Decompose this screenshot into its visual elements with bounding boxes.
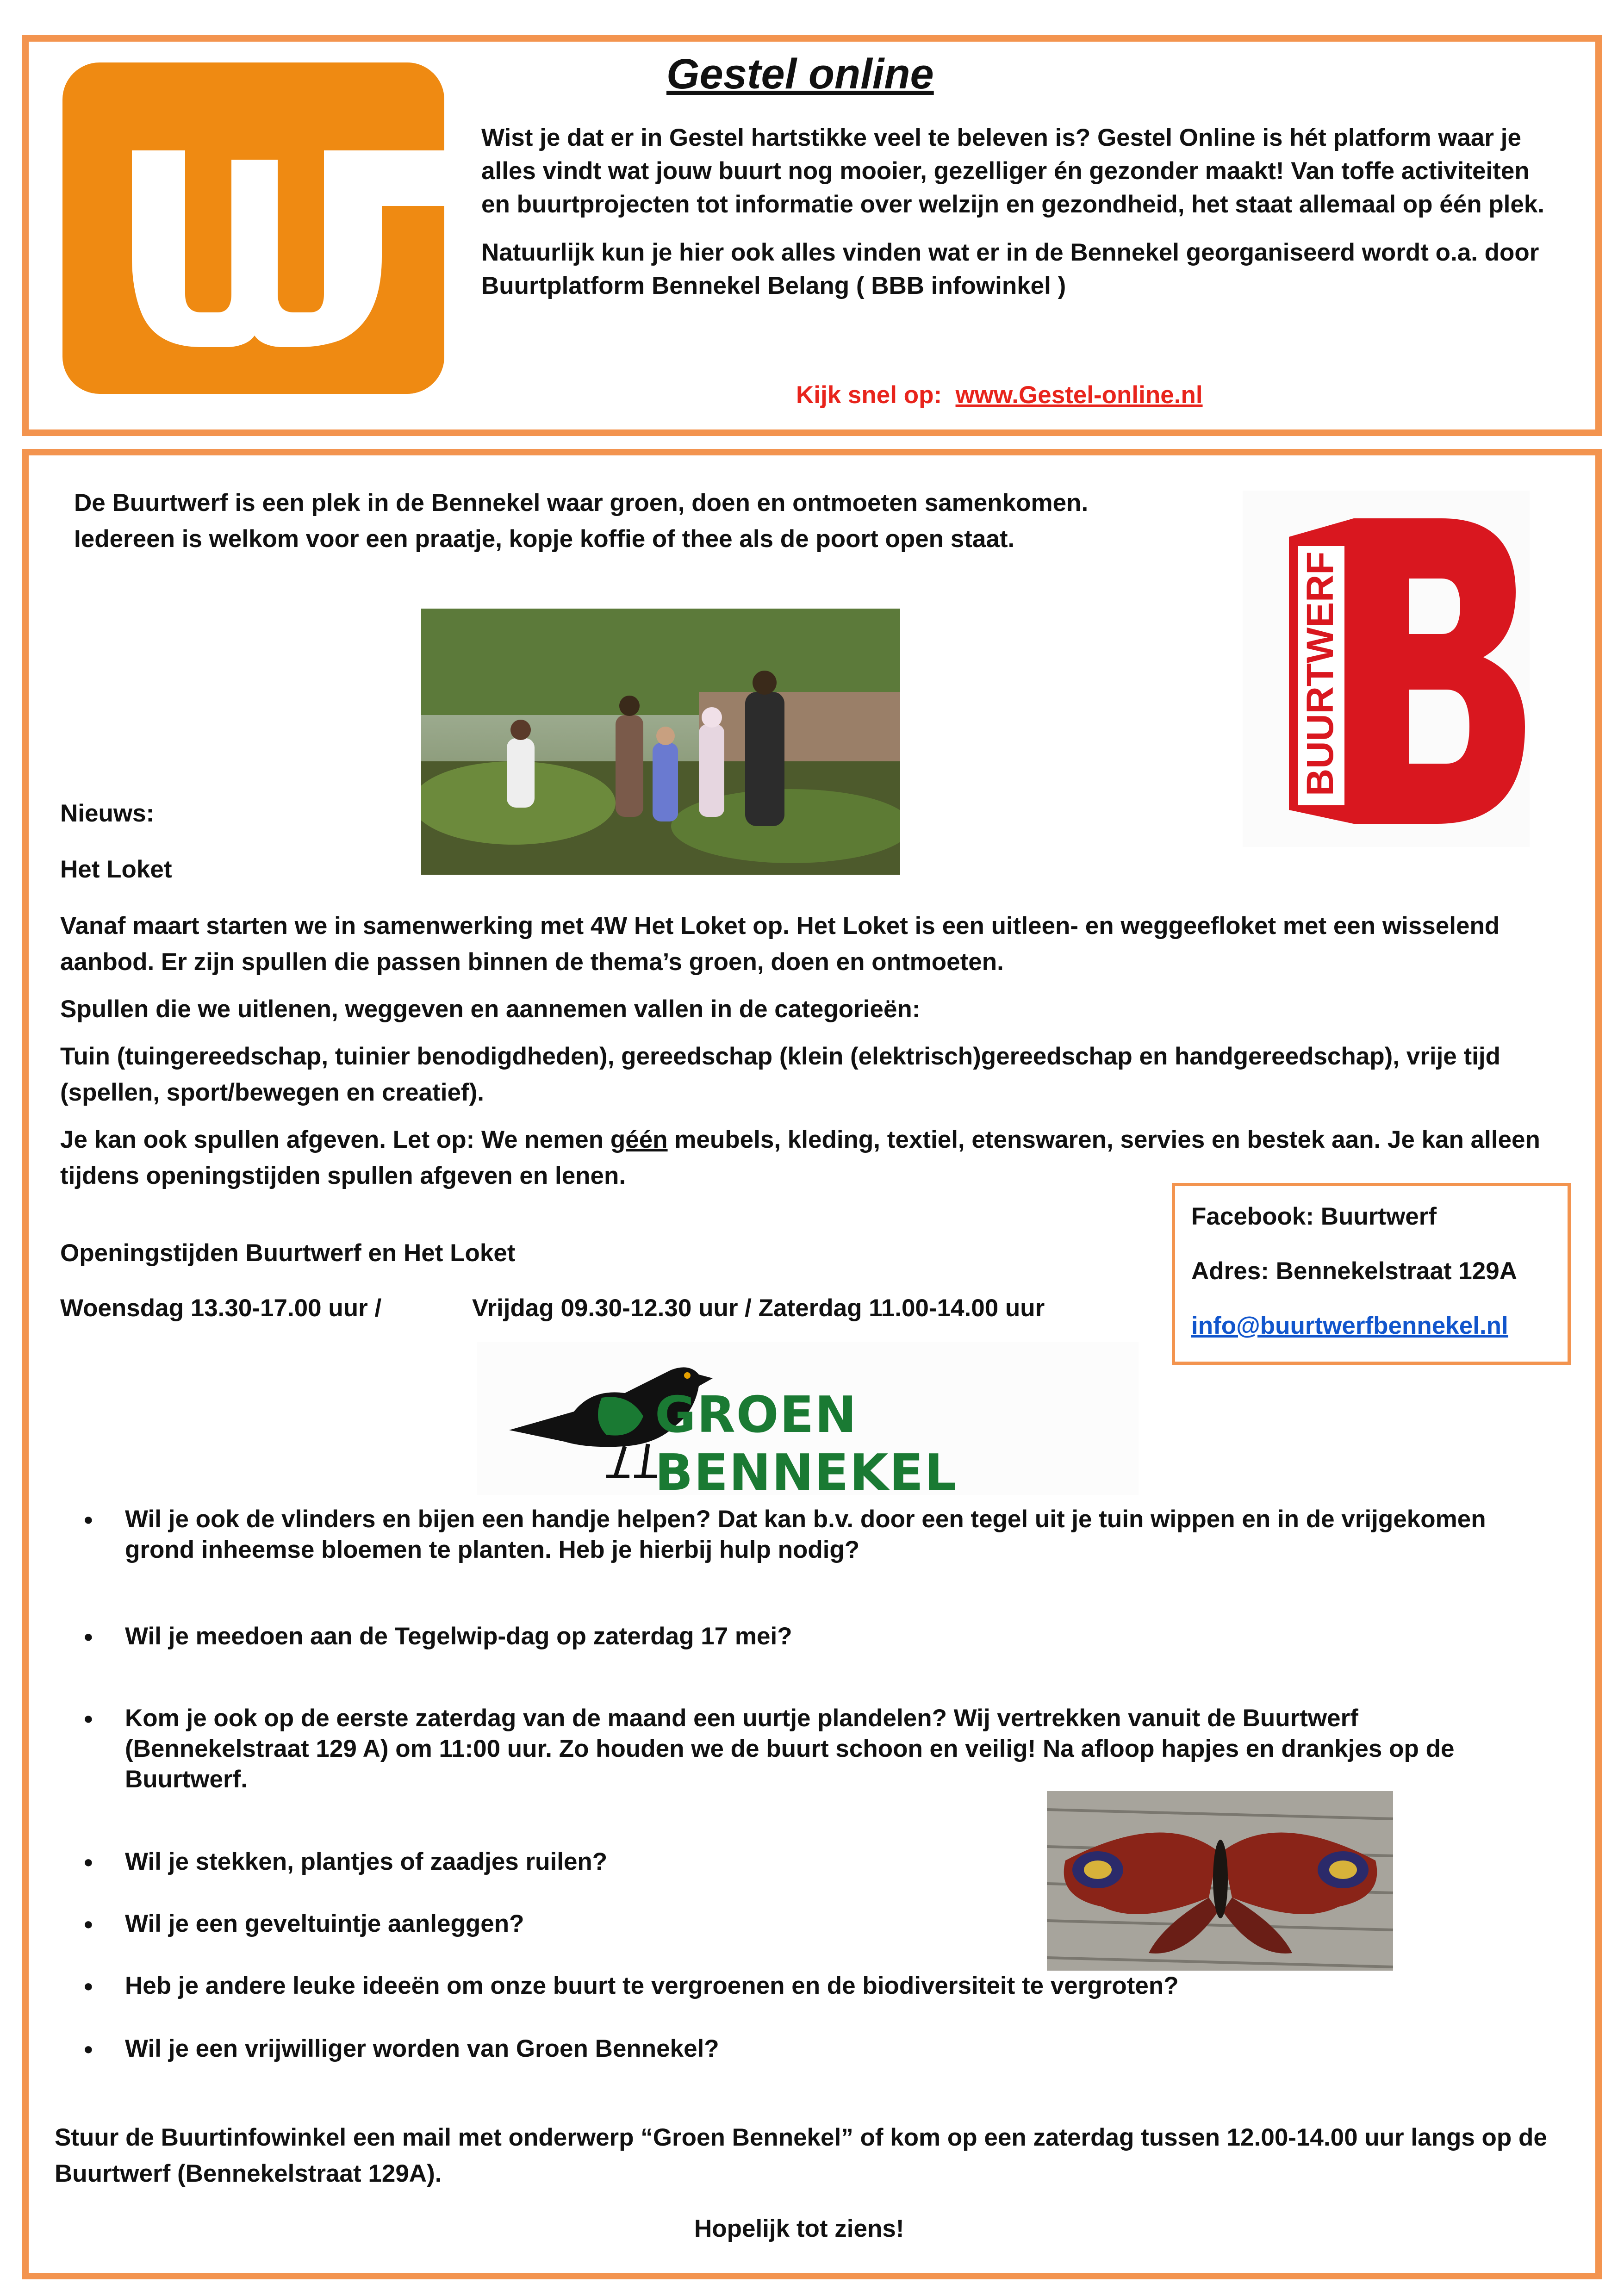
- gestel-online-link[interactable]: www.Gestel-online.nl: [955, 381, 1203, 409]
- list-item: ● Wil je meedoen aan de Tegelwip-dag op zaterdag 17 mei?: [83, 1621, 1518, 1652]
- contact-facebook: Facebook: Buurtwerf: [1191, 1203, 1437, 1230]
- buurtwerf-logo-text: BUURTWERF: [1299, 551, 1341, 796]
- closing-text: Stuur de Buurtinfowinkel een mail met onderwerp “Groen Bennekel” of kom op een zaterdag tussen 12.00-14.00 uur langs op de Buurtwerf (Bennekelstraat 129A).: [55, 2124, 1547, 2187]
- signoff-text: Hopelijk tot ziens!: [694, 2215, 904, 2242]
- list-item: ● Wil je een vrijwilliger worden van Groen Bennekel?: [83, 2034, 1518, 2064]
- loket-paragraph-3: Tuin (tuingereedschap, tuinier benodigdheden), gereedschap (klein (elektrisch)gereedschap en handgereedschap), vrije tijd (spellen, sport/bewegen en creatief).: [60, 1043, 1500, 1106]
- contact-address: Adres: Bennekelstraat 129A: [1191, 1257, 1518, 1285]
- p4-emph: géén: [610, 1126, 668, 1153]
- gestel-paragraph-1: Wist je dat er in Gestel hartstikke veel te beleven is? Gestel Online is hét platform waar je alles vindt wat jouw buurt nog mooier, gezelliger én gezonder maakt! Van toffe activiteiten en buurtprojecten tot informatie over welzijn en gezondheid, het staat allemaal op één plek.: [481, 124, 1545, 218]
- 4w-logo-icon: [62, 62, 444, 394]
- intro-line-2: Iedereen is welkom voor een praatje, kopje koffie of thee als de poort open staat.: [74, 525, 1015, 553]
- intro-line-1: De Buurtwerf is een plek in de Bennekel waar groen, doen en ontmoeten samenkomen.: [74, 489, 1089, 516]
- p4-after: meubels, kleding, textiel, etenswaren, servies en bestek aan. Je kan alleen tijdens openingstijden spullen afgeven en lenen.: [60, 1126, 1540, 1189]
- loket-heading: Het Loket: [60, 856, 172, 883]
- list-item: ● Kom je ook op de eerste zaterdag van de maand een uurtje plandelen? Wij vertrekken vanuit de Buurtwerf (Bennekelstraat 129 A) om 11:00 uur. Zo houden we de buurt schoon en veilig! Na afloop hapjes en drankjes op de Buurtwerf.: [83, 1703, 1518, 1795]
- news-heading: Nieuws:: [60, 800, 155, 827]
- buurtwerf-logo: [1243, 491, 1530, 847]
- hours-heading: Openingstijden Buurtwerf en Het Loket: [60, 1239, 516, 1267]
- gestel-paragraph-2: Natuurlijk kun je hier ook alles vinden wat er in de Bennekel georganiseerd wordt o.a. door Buurtplatform Bennekel Belang ( BBB infowinkel ): [481, 239, 1539, 299]
- hours-line-2: Vrijdag 09.30-12.30 uur / Zaterdag 11.00-14.00 uur: [472, 1294, 1045, 1322]
- list-item: ● Wil je stekken, plantjes of zaadjes ruilen?: [83, 1847, 1055, 1877]
- gestel-text-block: [481, 121, 1564, 317]
- contact-box: [1172, 1183, 1571, 1365]
- groen-bennekel-logo: [477, 1342, 1139, 1502]
- page-title: Gestel online: [666, 50, 934, 98]
- hours-line-1: Woensdag 13.30-17.00 uur /: [60, 1294, 382, 1322]
- garden-photo: [421, 609, 900, 875]
- list-item: ● Wil je een geveltuintje aanleggen?: [83, 1909, 1055, 1939]
- loket-paragraph-1: Vanaf maart starten we in samenwerking met 4W Het Loket op. Het Loket is een uitleen- en weggeefloket met een wisselend aanbod. Er zijn spullen die passen binnen de thema’s groen, doen en ontmoeten.: [60, 912, 1500, 976]
- butterfly-photo: [1047, 1791, 1393, 1971]
- list-item: ● Heb je andere leuke ideeën om onze buurt te vergroenen en de biodiversiteit te vergroten?: [83, 1971, 1518, 2001]
- gestel-cta: [796, 379, 1203, 412]
- cta-label: Kijk snel op:: [796, 381, 942, 409]
- contact-email-link[interactable]: info@buurtwerfbennekel.nl: [1191, 1312, 1508, 1339]
- loket-text-block: [60, 908, 1574, 1205]
- groen-bennekel-wordmark: GROEN BENNEKEL: [655, 1386, 957, 1502]
- buurtwerf-intro: [74, 485, 1231, 557]
- loket-paragraph-2: Spullen die we uitlenen, weggeven en aannemen vallen in de categorieën:: [60, 996, 921, 1023]
- list-item: ● Wil je ook de vlinders en bijen een handje helpen? Dat kan b.v. door een tegel uit je tuin wippen en in de vrijgekomen grond inheemse bloemen te planten. Heb je hierbij hulp nodig?: [83, 1504, 1518, 1565]
- p4-before: Je kan ook spullen afgeven. Let op: We nemen: [60, 1126, 610, 1153]
